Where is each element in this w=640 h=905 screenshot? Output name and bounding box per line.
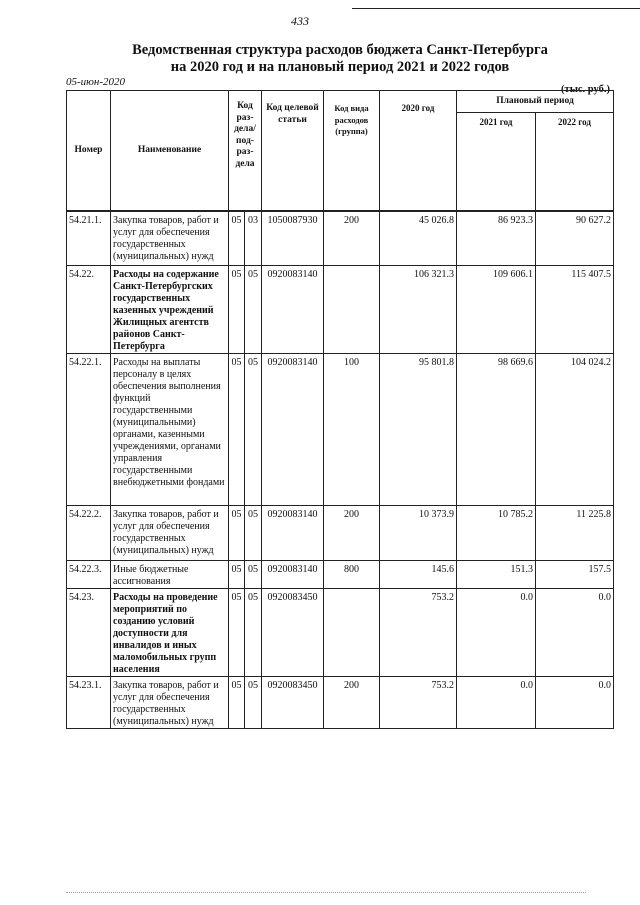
row-amount-2022: 157.5 <box>536 561 614 589</box>
header-name: Наименование <box>111 91 229 211</box>
row-subsection: 05 <box>245 677 262 729</box>
row-amount-2020: 10 373.9 <box>380 506 457 561</box>
title-line-2: на 2020 год и на плановый период 2021 и 2022 годов <box>170 59 510 75</box>
table-row <box>67 506 614 561</box>
row-name: Закупка товаров, работ и услуг для обеспечения государственных (муниципальных) нужд <box>111 506 229 561</box>
row-section: 05 <box>229 354 245 506</box>
row-group: 100 <box>324 354 380 506</box>
row-amount-2021: 0.0 <box>457 677 536 729</box>
row-amount-2020: 753.2 <box>380 677 457 729</box>
row-subsection: 05 <box>245 506 262 561</box>
header-2020: 2020 год <box>380 91 457 211</box>
row-subsection: 05 <box>245 354 262 506</box>
header-article: Код целевой статьи <box>262 91 324 211</box>
row-amount-2020: 95 801.8 <box>380 354 457 506</box>
row-number: 54.22.1. <box>67 354 111 506</box>
table-row <box>67 354 614 506</box>
row-amount-2022: 104 024.2 <box>536 354 614 506</box>
row-name: Расходы на проведение мероприятий по созданию условий доступности для инвалидов и иных маломобильных групп населения <box>111 589 229 677</box>
row-amount-2022: 0.0 <box>536 589 614 677</box>
table-row <box>67 212 614 266</box>
row-amount-2021: 109 606.1 <box>457 266 536 354</box>
row-subsection: 05 <box>245 266 262 354</box>
row-amount-2021: 98 669.6 <box>457 354 536 506</box>
header-group: Код вида расходов (группа) <box>324 91 380 211</box>
row-name: Расходы на выплаты персоналу в целях обеспечения выполнения функций государственными (муниципальными) органами, казенными учреждениями, органами управления государственными внебюджетными фондами <box>111 354 229 506</box>
table-row <box>67 266 614 354</box>
row-article: 0920083140 <box>262 266 324 354</box>
row-article: 1050087930 <box>262 212 324 266</box>
row-group: 800 <box>324 561 380 589</box>
row-group: 200 <box>324 677 380 729</box>
row-amount-2020: 753.2 <box>380 589 457 677</box>
row-article: 0920083140 <box>262 561 324 589</box>
row-section: 05 <box>229 506 245 561</box>
row-amount-2020: 106 321.3 <box>380 266 457 354</box>
row-number: 54.22. <box>67 266 111 354</box>
budget-table <box>66 90 614 729</box>
header-2021: 2021 год <box>457 113 536 211</box>
header-2022: 2022 год <box>536 113 614 211</box>
document-title <box>60 42 620 76</box>
row-group <box>324 266 380 354</box>
page-bottom-edge <box>66 892 586 895</box>
row-amount-2021: 86 923.3 <box>457 212 536 266</box>
row-section: 05 <box>229 677 245 729</box>
row-article: 0920083450 <box>262 677 324 729</box>
row-name: Закупка товаров, работ и услуг для обеспечения государственных (муниципальных) нужд <box>111 212 229 266</box>
row-number: 54.23. <box>67 589 111 677</box>
row-group: 200 <box>324 212 380 266</box>
row-group <box>324 589 380 677</box>
header-number: Номер <box>67 91 111 211</box>
page-number: 433 <box>291 14 309 28</box>
row-section: 05 <box>229 589 245 677</box>
header-section: Код раз-дела/ под-раз-дела <box>229 91 262 211</box>
title-line-1: Ведомственная структура расходов бюджета Санкт-Петербурга <box>132 42 548 58</box>
row-number: 54.23.1. <box>67 677 111 729</box>
row-amount-2021: 151.3 <box>457 561 536 589</box>
document-date: 05-июн-2020 <box>66 76 126 88</box>
row-name: Иные бюджетные ассигнования <box>111 561 229 589</box>
row-amount-2022: 90 627.2 <box>536 212 614 266</box>
header-planned: Плановый период <box>457 91 614 113</box>
row-name: Закупка товаров, работ и услуг для обеспечения государственных (муниципальных) нужд <box>111 677 229 729</box>
row-number: 54.22.3. <box>67 561 111 589</box>
row-section: 05 <box>229 266 245 354</box>
row-number: 54.21.1. <box>67 212 111 266</box>
row-number: 54.22.2. <box>67 506 111 561</box>
table-row <box>67 677 614 729</box>
row-amount-2020: 145.6 <box>380 561 457 589</box>
row-article: 0920083140 <box>262 354 324 506</box>
row-amount-2022: 115 407.5 <box>536 266 614 354</box>
table-row <box>67 561 614 589</box>
row-article: 0920083140 <box>262 506 324 561</box>
row-amount-2022: 11 225.8 <box>536 506 614 561</box>
row-section: 05 <box>229 212 245 266</box>
row-subsection: 05 <box>245 561 262 589</box>
row-name: Расходы на содержание Санкт-Петербургских государственных казенных учреждений Жилищных агентств районов Санкт-Петербурга <box>111 266 229 354</box>
top-rule <box>352 8 640 9</box>
row-article: 0920083450 <box>262 589 324 677</box>
row-amount-2021: 0.0 <box>457 589 536 677</box>
row-amount-2022: 0.0 <box>536 677 614 729</box>
row-subsection: 03 <box>245 212 262 266</box>
row-amount-2021: 10 785.2 <box>457 506 536 561</box>
row-section: 05 <box>229 561 245 589</box>
row-subsection: 05 <box>245 589 262 677</box>
units-label: (тыс. руб.) <box>561 84 610 95</box>
row-group: 200 <box>324 506 380 561</box>
table-row <box>67 589 614 677</box>
row-amount-2020: 45 026.8 <box>380 212 457 266</box>
